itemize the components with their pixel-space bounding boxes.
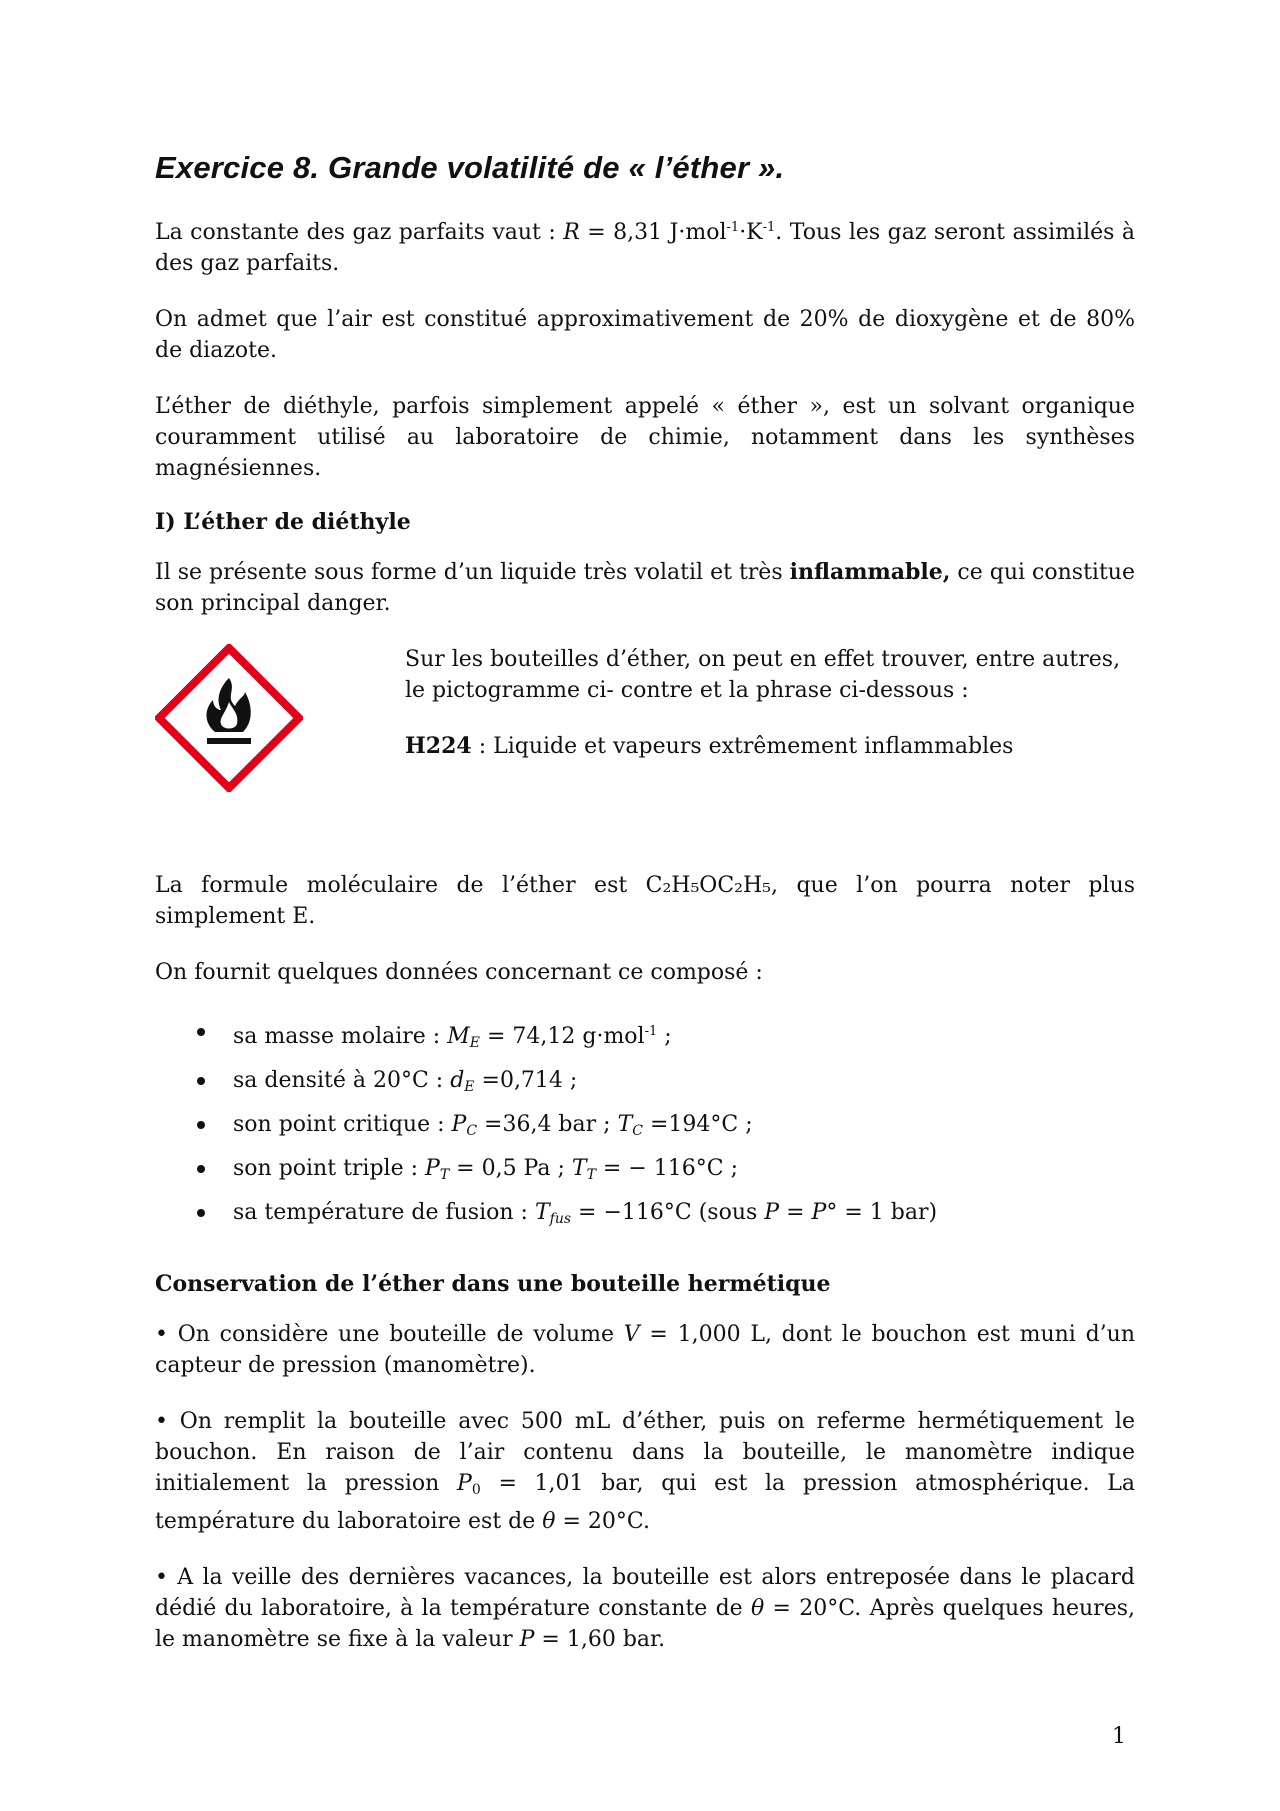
list-item: sa température de fusion : $T_{fus} = -116^\circ C$ (sous P = P° = 1 bar) — [155, 1194, 1135, 1238]
bottle-volume-paragraph: • On considère une bouteille de volume V = 1,000 L, dont le bouchon est muni d’un capteur de pression (manomètre). — [155, 1322, 1135, 1378]
molecular-formula-paragraph: La formule moléculaire de l’éther est C₂H₅OC₂H₅, que l’on pourra noter plus simplement E. — [155, 873, 1135, 929]
flammability-paragraph: Il se présente sous forme d’un liquide très volatil et très inflammable, ce qui constitue son principal danger. — [155, 559, 1135, 616]
gas-constant-paragraph: La constante des gaz parfaits vaut : R = 8,31 $J\cdot mol^{-1}\cdot K^{-1}$. Tous les gaz seront assimilés à des gaz parfaits. — [155, 220, 1135, 276]
list-item: sa masse molaire : $M_E = 74,12$ g·mol$^{-1}$ ; — [155, 1013, 1135, 1062]
bullet-icon — [197, 1121, 205, 1129]
pictogram-description — [405, 644, 1135, 787]
list-item: son point critique : $P_C =36,4$ bar ; $T_C =194^\circ C$ ; — [155, 1106, 1135, 1150]
bottle-storage-paragraph: • A la veille des dernières vacances, la bouteille est alors entreposée dans le placard dédié du laboratoire, à la température constante de θ = 20°C. Après quelques heures, le manomètre se fixe à la valeur P = 1,60 bar. — [155, 1565, 1136, 1652]
section-heading-conservation: Conservation de l’éther dans une bouteille hermétique — [155, 1271, 831, 1297]
ether-intro-paragraph: L’éther de diéthyle, parfois simplement appelé « éther », est un solvant organique couramment utilisé au laboratoire de chimie, notamment dans les synthèses magnésiennes. — [155, 394, 1135, 481]
bullet-icon — [197, 1028, 205, 1036]
pictogram-caption: Sur les bouteilles d’éther, on peut en effet trouver, entre autres, le pictogramme ci- contre et la phrase ci-dessous : — [405, 647, 1121, 703]
flame-hazard-icon — [155, 644, 303, 792]
bullet-icon — [197, 1165, 205, 1173]
data-intro-paragraph: On fournit quelques données concernant ce composé : — [155, 960, 763, 985]
air-composition-paragraph: On admet que l’air est constitué approximativement de 20% de dioxygène et de 80% de diazote. — [155, 307, 1135, 363]
compound-data-list — [155, 1013, 1135, 1238]
list-item: son point triple : $P_T = 0,5$ Pa ; $T_T$ = − 116°C ; — [155, 1150, 1135, 1194]
document-page — [155, 150, 1135, 1680]
bullet-icon — [197, 1077, 205, 1085]
bullet-icon — [197, 1209, 205, 1217]
pictogram-block — [155, 644, 1135, 804]
page-number: 1 — [1112, 1724, 1126, 1749]
bottle-filling-paragraph: • On remplit la bouteille avec 500 mL d’éther, puis on referme hermétiquement le bouchon. En raison de l’air contenu dans la bouteille, le manomètre indique initialement la pression $P_0 = 1,01$ bar, qui est la pression atmosphérique. La température du laboratoire est de θ = 20°C. — [155, 1409, 1135, 1534]
exercise-title: Exercice 8. Grande volatilité de « l’éther ». — [155, 150, 785, 185]
section-heading-ether: I) L’éther de diéthyle — [155, 509, 411, 535]
list-item: sa densité à 20°C : $d_E =0,714$ ; — [155, 1062, 1135, 1106]
hazard-statement: H224 : Liquide et vapeurs extrêmement inflammables — [405, 733, 1014, 759]
